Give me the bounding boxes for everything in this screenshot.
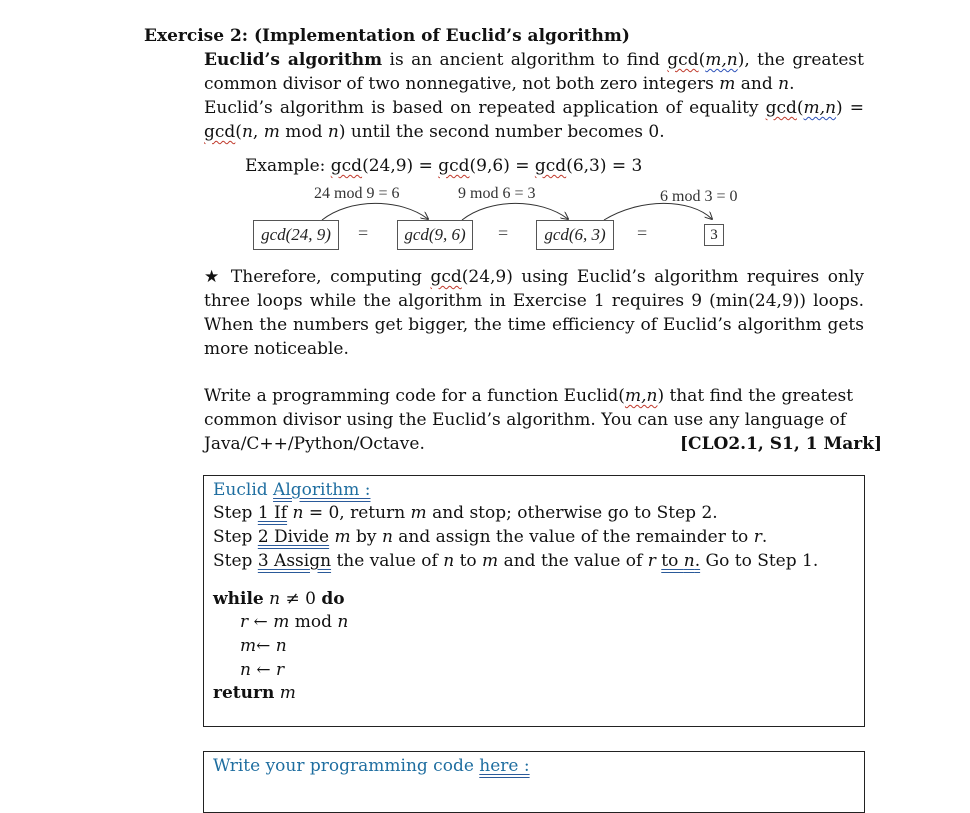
star-icon: ★ [204, 267, 223, 287]
arrow-3 [604, 203, 712, 220]
pseudo-assign-m: m← n [240, 636, 287, 656]
gcd-box-1: gcd(24, 9) [253, 220, 339, 250]
equals-1: = [358, 223, 369, 243]
mod-label-2: 9 mod 6 = 3 [458, 185, 536, 202]
intro-line-1: Euclid’s algorithm is an ancient algorithm to find gcd(m,n), the greatest [204, 50, 864, 70]
therefore-line-1: ★ Therefore, computing gcd(24,9) using Euclid’s algorithm requires only [204, 267, 864, 287]
based-line-2: gcd(n, m mod n) until the second number becomes 0. [204, 122, 665, 142]
equals-2: = [498, 223, 509, 243]
algorithm-step-3: Step 3 Assign the value of n to m and the value of r to n. Go to Step 1. [213, 551, 819, 571]
gcd-result-box: 3 [704, 224, 724, 246]
example-line: Example: gcd(24,9) = gcd(9,6) = gcd(6,3) = 3 [245, 156, 643, 176]
mod-label-1: 24 mod 9 = 6 [314, 185, 400, 202]
therefore-line-4: more noticeable. [204, 339, 349, 359]
algorithm-step-1: Step 1 If n = 0, return m and stop; otherwise go to Step 2. [213, 503, 718, 523]
intro-line-2: common divisor of two nonnegative, not both zero integers m and n. [204, 74, 795, 94]
therefore-line-2: three loops while the algorithm in Exercise 1 requires 9 (min(24,9)) loops. [204, 291, 864, 311]
algorithm-step-2: Step 2 Divide m by n and assign the value of the remainder to r. [213, 527, 768, 547]
mod-label-3: 6 mod 3 = 0 [660, 188, 738, 205]
marks-label: [CLO2.1, S1, 1 Mark] [680, 434, 883, 454]
therefore-line-3: When the numbers get bigger, the time efficiency of Euclid’s algorithm gets [204, 315, 864, 335]
pseudo-while: while n ≠ 0 do [213, 589, 345, 609]
pseudo-assign-r: r ← m mod n [240, 612, 349, 632]
diagram-arrows [0, 0, 970, 260]
arrow-2 [462, 203, 568, 220]
task-line-1: Write a programming code for a function Euclid(m,n) that find the greatest [204, 386, 854, 406]
equals-3: = [637, 223, 648, 243]
exercise-title-text: Exercise 2: (Implementation of Euclid’s algorithm) [144, 26, 630, 46]
gcd-box-2: gcd(9, 6) [397, 220, 473, 250]
pseudo-return: return m [213, 683, 296, 703]
arrow-1 [322, 203, 428, 220]
answer-heading: Write your programming code here : [213, 756, 530, 776]
pseudo-assign-n: n ← r [240, 660, 285, 680]
task-line-2: common divisor using the Euclid’s algorithm. You can use any language of [204, 410, 847, 430]
task-line-3: Java/C++/Python/Octave. [204, 434, 425, 454]
based-line-1: Euclid’s algorithm is based on repeated application of equality gcd(m,n) = [204, 98, 865, 118]
algorithm-heading: Euclid Algorithm : [213, 480, 371, 500]
gcd-box-3: gcd(6, 3) [536, 220, 614, 250]
